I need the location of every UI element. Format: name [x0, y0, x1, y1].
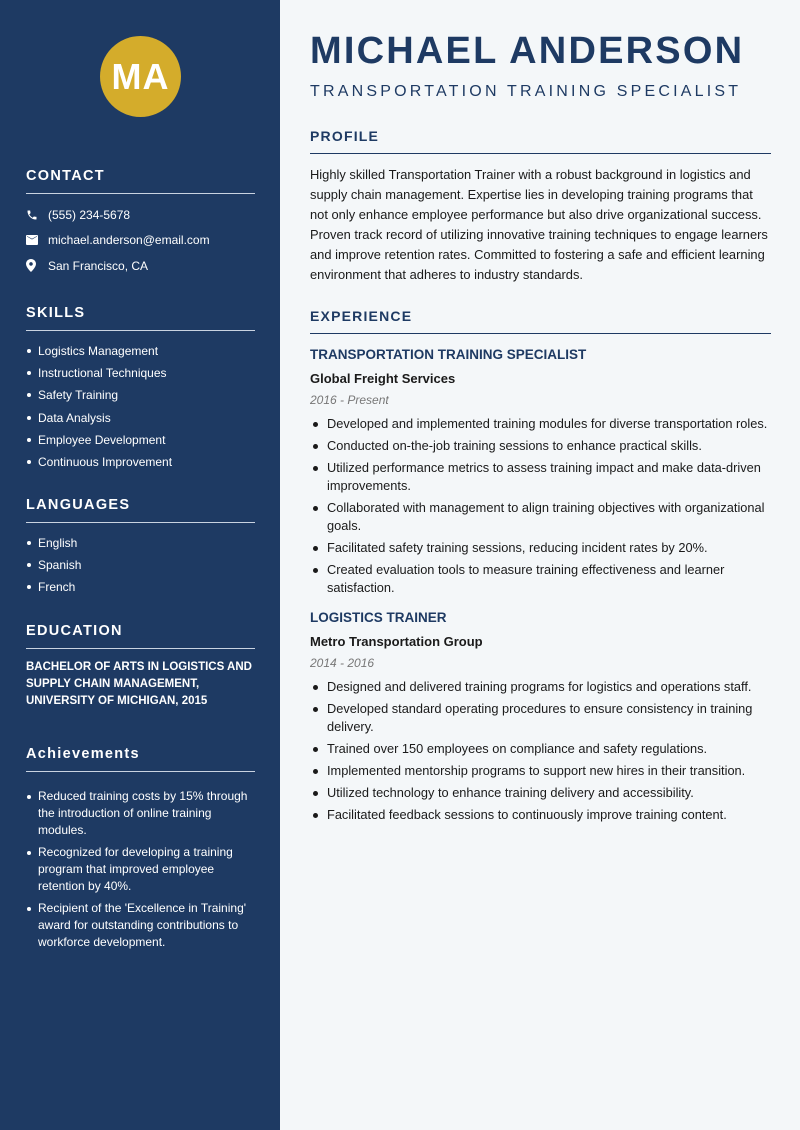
profile-section — [310, 128, 771, 285]
job-dates: 2014 - 2016 — [310, 656, 375, 670]
achievements-section — [26, 746, 255, 956]
skills-heading: SKILLS — [26, 305, 255, 331]
job-bullet: Conducted on-the-job training sessions to enhance practical skills. — [310, 437, 771, 455]
skill-item: Safety Training — [26, 384, 255, 406]
job-dates: 2016 - Present — [310, 393, 389, 407]
job-bullet: Facilitated feedback sessions to continuously improve training content. — [310, 806, 771, 824]
email-icon — [26, 235, 48, 245]
sidebar — [0, 0, 280, 1130]
languages-heading: LANGUAGES — [26, 497, 255, 523]
contact-location: San Francisco, CA — [48, 258, 149, 273]
job-bullet: Developed and implemented training modules for diverse transportation roles. — [310, 415, 771, 433]
contact-email-row — [26, 228, 255, 254]
achievements-heading: Achievements — [26, 746, 255, 772]
skills-section — [26, 305, 255, 473]
phone-icon — [26, 209, 48, 221]
skill-item: Data Analysis — [26, 407, 255, 429]
job-bullet: Utilized technology to enhance training delivery and accessibility. — [310, 784, 771, 802]
experience-section — [310, 308, 771, 828]
job-bullet: Utilized performance metrics to assess training impact and make data-driven improvements. — [310, 459, 771, 495]
job-title: LOGISTICS TRAINER — [310, 610, 447, 625]
languages-section — [26, 497, 255, 599]
education-section — [26, 623, 255, 710]
language-item: English — [26, 532, 255, 554]
candidate-title: TRANSPORTATION TRAINING SPECIALIST — [310, 83, 742, 100]
contact-phone-row — [26, 202, 255, 228]
contact-list — [26, 202, 255, 279]
contact-email[interactable]: michael.anderson@email.com — [48, 233, 210, 248]
achievement-item: Recognized for developing a training program that improved employee retention by 40%. — [26, 844, 255, 895]
skill-item: Instructional Techniques — [26, 362, 255, 384]
job-title: TRANSPORTATION TRAINING SPECIALIST — [310, 347, 587, 362]
contact-phone[interactable]: (555) 234-5678 — [48, 207, 131, 222]
job-bullet: Collaborated with management to align training objectives with organizational goals. — [310, 499, 771, 535]
education-heading: EDUCATION — [26, 623, 255, 649]
initials-avatar: MA — [100, 36, 181, 117]
skill-item: Employee Development — [26, 429, 255, 451]
achievement-item: Reduced training costs by 15% through the introduction of online training modules. — [26, 788, 255, 839]
skill-item: Continuous Improvement — [26, 451, 255, 473]
job-bullet: Created evaluation tools to measure training effectiveness and learner satisfaction. — [310, 561, 771, 597]
job-bullet: Facilitated safety training sessions, reducing incident rates by 20%. — [310, 539, 771, 557]
skill-item: Logistics Management — [26, 340, 255, 362]
job-entry — [310, 347, 771, 597]
job-entry — [310, 610, 771, 824]
language-item: French — [26, 576, 255, 598]
job-bullets — [310, 678, 771, 824]
job-bullet: Trained over 150 employees on compliance and safety regulations. — [310, 740, 771, 758]
contact-heading: CONTACT — [26, 168, 255, 194]
location-pin-icon — [26, 259, 48, 272]
job-bullets — [310, 415, 771, 597]
contact-location-row — [26, 253, 255, 279]
achievement-item: Recipient of the 'Excellence in Training' award for outstanding contributions to workforce development. — [26, 900, 255, 951]
language-item: Spanish — [26, 554, 255, 576]
achievements-list — [26, 788, 255, 951]
job-company: Metro Transportation Group — [310, 634, 483, 649]
experience-heading: EXPERIENCE — [310, 308, 771, 334]
skills-list — [26, 340, 255, 473]
profile-text: Highly skilled Transportation Trainer with a robust background in logistics and supply chain management. Expertise lies in developing training programs that not only enhance employee performance but also drive organizational success. Proven track record of utilizing innovative training techniques to engage learners and improve retention rates. Committed to fostering a safe and efficient learning environment that adheres to industry standards. — [310, 167, 768, 282]
profile-heading: PROFILE — [310, 128, 771, 154]
job-company: Global Freight Services — [310, 371, 456, 386]
candidate-name: MICHAEL ANDERSON — [310, 30, 745, 72]
job-bullet: Designed and delivered training programs for logistics and operations staff. — [310, 678, 771, 696]
education-degree: BACHELOR OF ARTS IN LOGISTICS AND SUPPLY CHAIN MANAGEMENT, UNIVERSITY OF MICHIGAN, 2015 — [26, 661, 252, 707]
languages-list — [26, 532, 255, 599]
job-bullet: Developed standard operating procedures to ensure consistency in training delivery. — [310, 700, 771, 736]
job-bullet: Implemented mentorship programs to support new hires in their transition. — [310, 762, 771, 780]
contact-section — [26, 168, 255, 279]
